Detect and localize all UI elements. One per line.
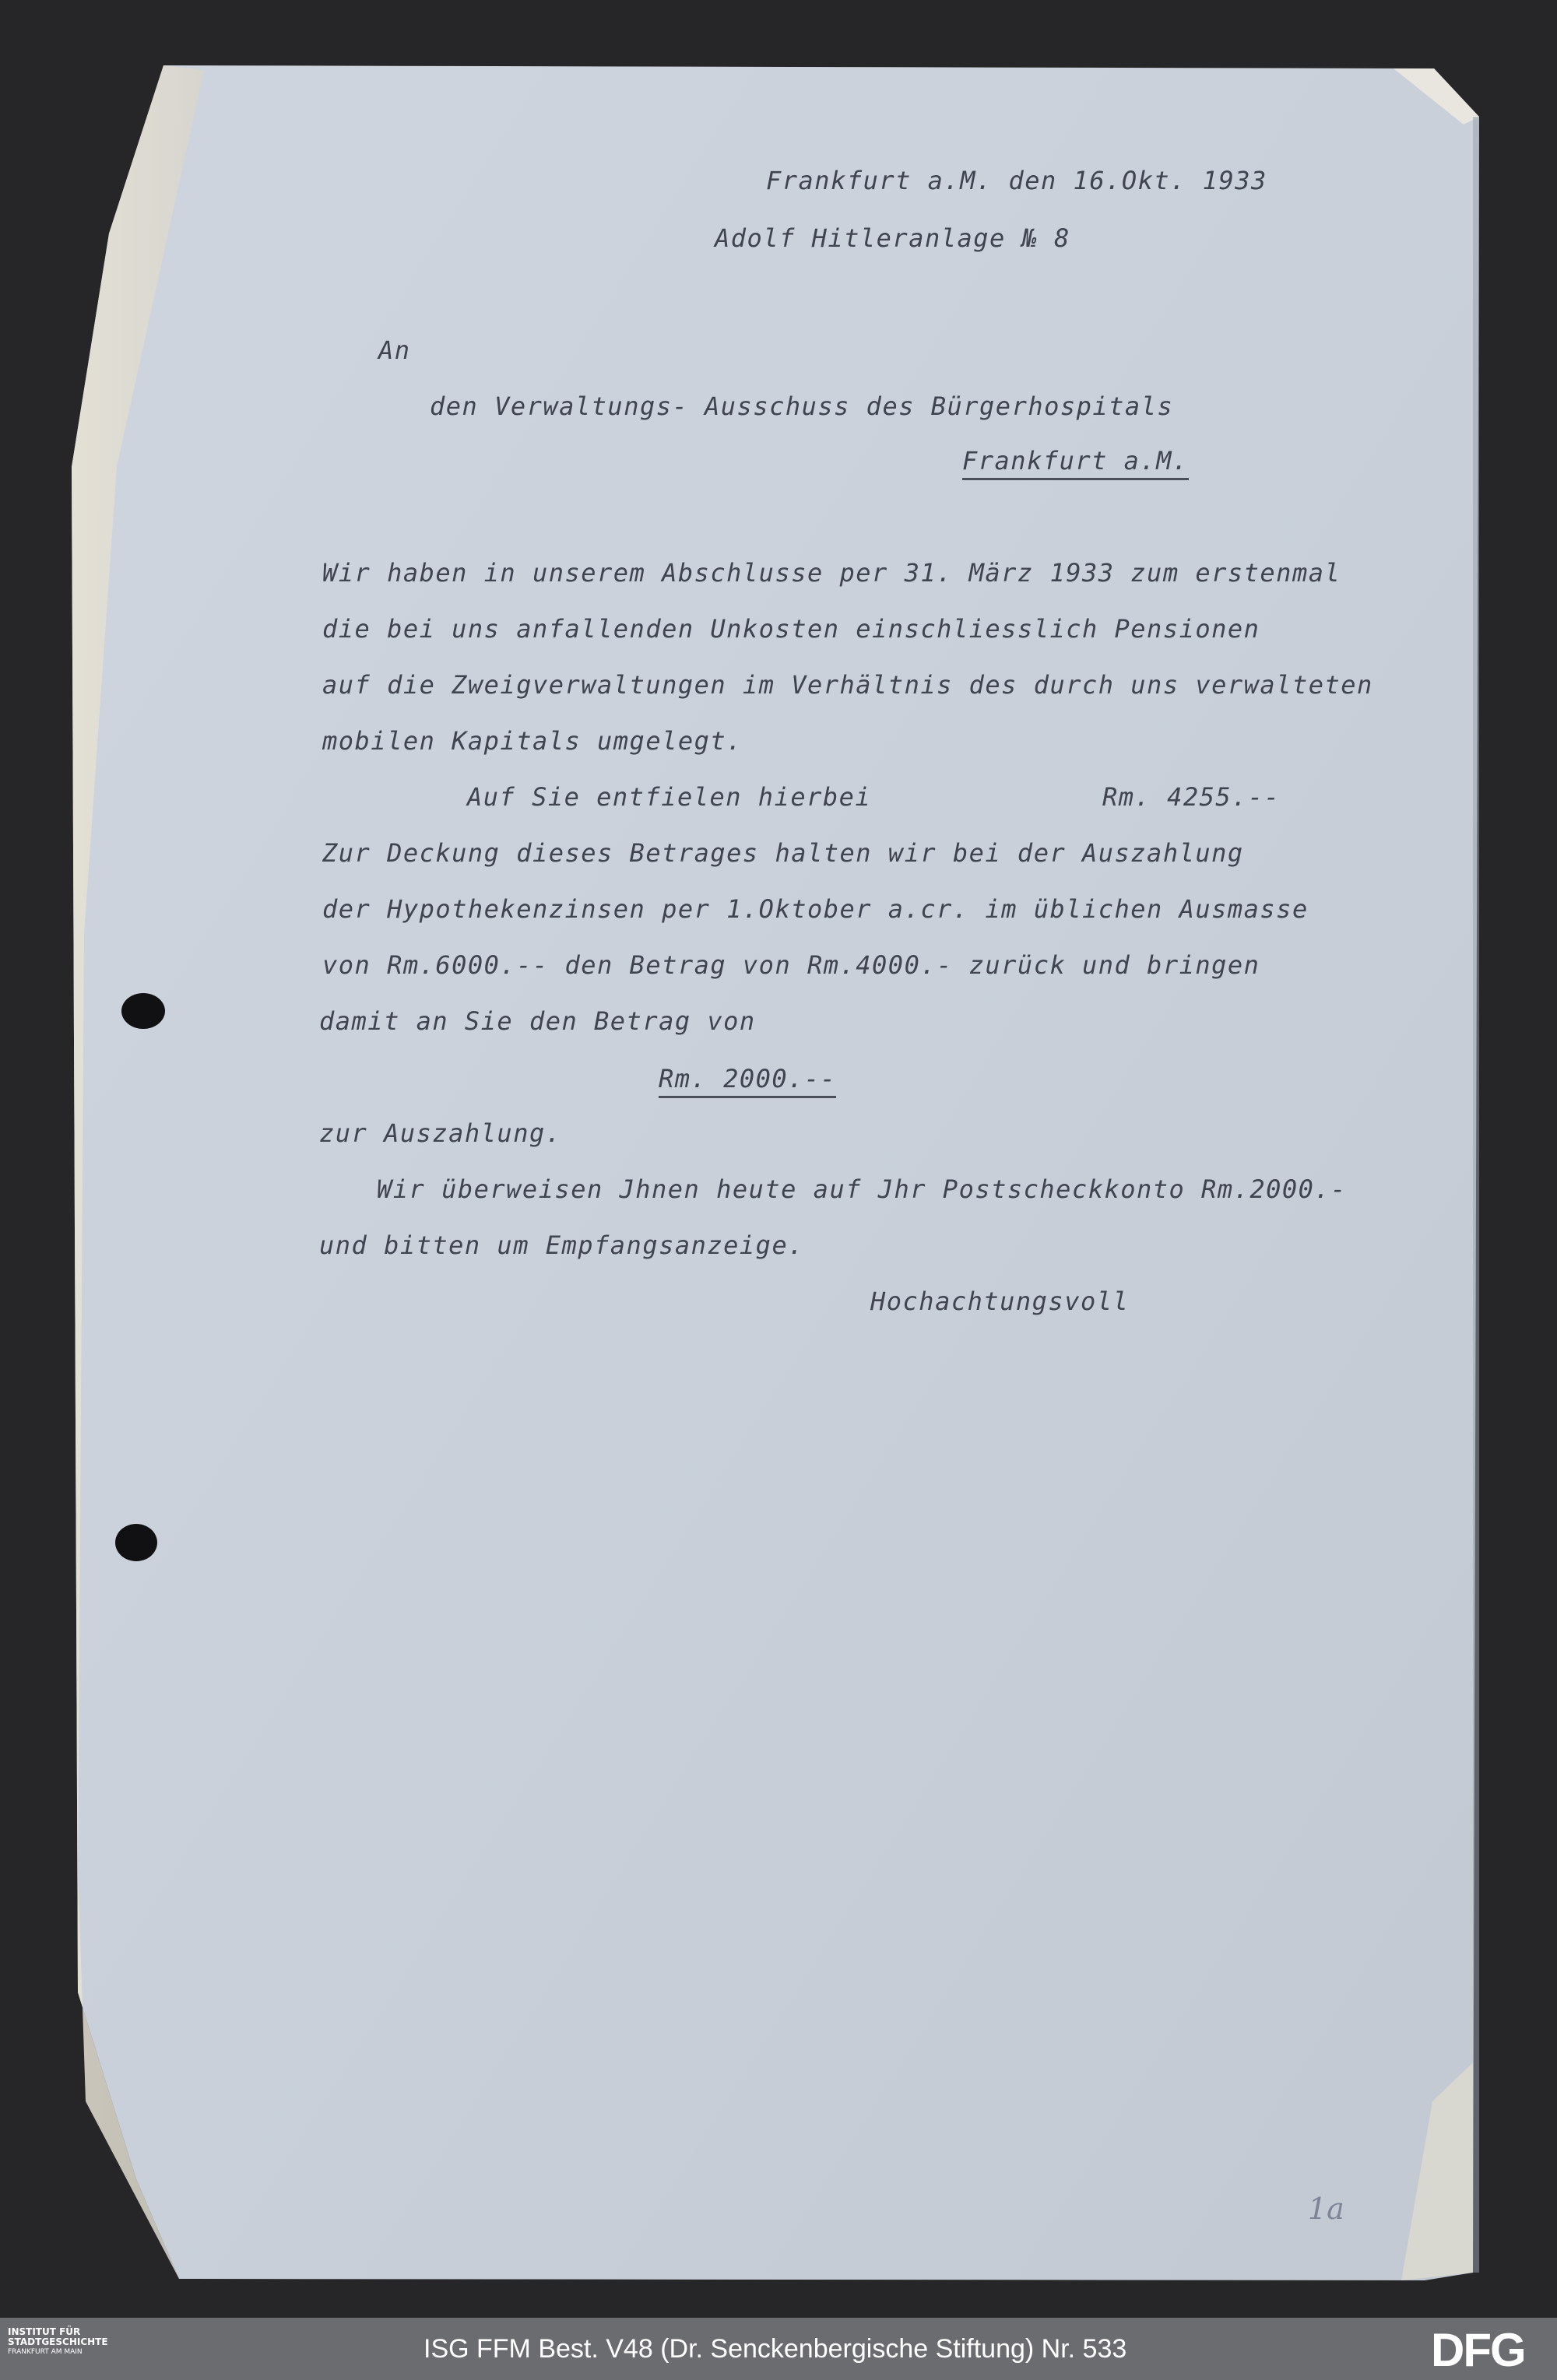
body-line-4: mobilen Kapitals umgelegt. — [322, 726, 743, 756]
body-line-5: Auf Sie entfielen hierbei — [467, 782, 872, 812]
institution-line-1: INSTITUT FÜR — [8, 2326, 81, 2337]
amount-payout: Rm. 2000.-- — [659, 1063, 836, 1098]
sender-address: Adolf Hitleranlage № 8 — [715, 223, 1070, 253]
closing: Hochachtungsvoll — [870, 1287, 1130, 1316]
archive-footer — [0, 2318, 1557, 2380]
body-line-3: auf die Zweigverwaltungen im Verhältnis des durch uns verwalteten — [322, 670, 1373, 700]
body-line-7: der Hypothekenzinsen per 1.Oktober a.cr. im üblichen Ausmasse — [322, 894, 1309, 924]
amount-unkosten: Rm. 4255.-- — [1102, 782, 1281, 812]
institution-line-2: STADTGESCHICHTE — [8, 2336, 108, 2347]
recipient-line-2: Frankfurt a.M. — [962, 445, 1189, 480]
body-line-6: Zur Deckung dieses Betrages halten wir bei der Auszahlung — [322, 838, 1244, 868]
salutation-to: An — [378, 335, 411, 365]
page-mark: 1a — [1308, 2192, 1344, 2226]
body-line-8: von Rm.6000.-- den Betrag von Rm.4000.- zurück und bringen — [322, 950, 1260, 980]
institution-line-3: FRANKFURT AM MAIN — [8, 2348, 83, 2356]
body-line-9: damit an Sie den Betrag von — [319, 1006, 756, 1036]
recipient-line-1: den Verwaltungs- Ausschuss des Bürgerhospitals — [430, 391, 1174, 421]
body-line-2: die bei uns anfallenden Unkosten einschliesslich Pensionen — [322, 614, 1260, 644]
dfg-logo: DFG — [1431, 2324, 1525, 2376]
body-line-10: zur Auszahlung. — [319, 1118, 562, 1148]
place-date: Frankfurt a.M. den 16.Okt. 1933 — [766, 166, 1267, 195]
body-line-1: Wir haben in unserem Abschlusse per 31. März 1933 zum erstenmal — [322, 558, 1341, 588]
body-line-12: und bitten um Empfangsanzeige. — [319, 1230, 804, 1260]
institution-logo — [8, 2327, 132, 2357]
body-line-11: Wir überweisen Jhnen heute auf Jhr Postscheckkonto Rm.2000.- — [377, 1174, 1347, 1204]
archive-caption: ISG FFM Best. V48 (Dr. Senckenbergische Stiftung) Nr. 533 — [424, 2334, 1127, 2364]
